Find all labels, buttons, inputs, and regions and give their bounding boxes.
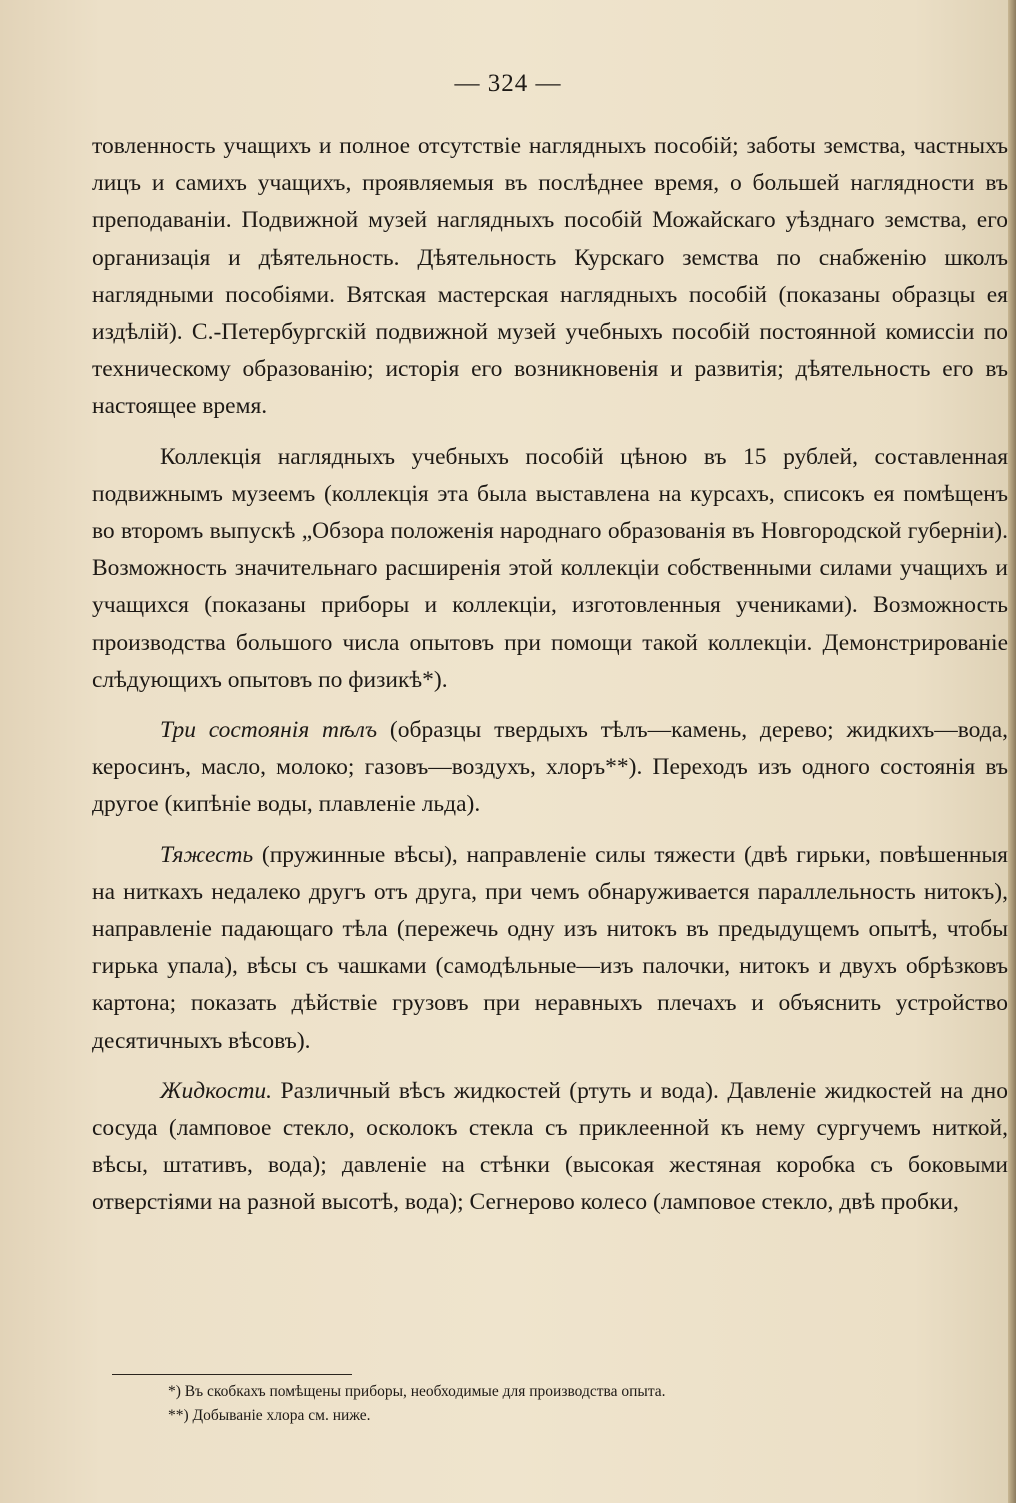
paragraph-liquids	[92, 1073, 1008, 1222]
paragraph-text: Различный вѣсъ жидкостей (ртуть и вода). Давленіе жидкостей на дно сосуда (ламповое стекло, осколокъ стекла съ приклеенной къ нему сургучемъ ниткой, вѣсы, штативъ, вода); давленіе на стѣнки (высокая жестяная коробка съ боковыми отверстіями на разной высотѣ, вода); Сегнерово колесо (ламповое стекло, двѣ пробки,	[92, 1077, 1008, 1216]
footnote-divider	[112, 1374, 352, 1375]
page-edge-shadow	[1008, 0, 1016, 1503]
paragraph-intro	[92, 128, 1008, 426]
section-term: Жидкости.	[160, 1077, 273, 1104]
page-number: — 324 —	[454, 70, 562, 97]
paragraph-text: (пружинные вѣсы), направленіе силы тяжести (двѣ гирьки, повѣшенныя на ниткахъ недалеко другъ отъ друга, при чемъ обнаруживается параллельность нитокъ), направленіе падающаго тѣла (пережечь одну изъ нитокъ въ предыдущемъ опытѣ, чтобы гирька упала), вѣсы съ чашками (самодѣльные—изъ палочки, нитокъ и двухъ обрѣзковъ картона; показать дѣйствіе грузовъ при неравныхъ плечахъ и объяснить устройство десятичныхъ вѣсовъ).	[92, 841, 1008, 1054]
paragraph-collection	[92, 439, 1008, 699]
body-text	[92, 128, 1008, 1222]
paragraph-gravity	[92, 837, 1008, 1060]
paragraph-states-of-matter	[92, 712, 1008, 824]
footnote-1: *) Въ скобкахъ помѣщены приборы, необходимые для производства опыта.	[168, 1383, 666, 1400]
section-term: Три состоянія тѣлъ	[160, 717, 378, 744]
paragraph-text: Коллекція наглядныхъ учебныхъ пособій цѣною въ 15 рублей, составленная подвижнымъ музеемъ (коллекція эта была выставлена на курсахъ, списокъ ея помѣщенъ во второмъ выпускѣ „Обзора положенія народнаго образованія въ Новгородской губерніи). Возможность значительнаго расширенія этой коллекціи собственными силами учащихъ и учащихся (показаны приборы и коллекціи, изготовленныя учениками). Возможность производства большого числа опытовъ при помощи такой коллекціи. Демонстрированіе слѣдующихъ опытовъ по физикѣ*).	[92, 443, 1008, 693]
footnotes	[168, 1380, 988, 1428]
paragraph-text: (образцы твердыхъ тѣлъ—камень, дерево; жидкихъ—вода, керосинъ, масло, молоко; газовъ—воздухъ, хлоръ**). Переходъ изъ одного состоянія въ другое (кипѣніе воды, плавленіе льда).	[92, 717, 1009, 818]
footnote-2: **) Добываніе хлора см. ниже.	[168, 1407, 371, 1424]
section-term: Тяжесть	[160, 841, 254, 868]
paragraph-text: товленность учащихъ и полное отсутствіе наглядныхъ пособій; заботы земства, частныхъ лицъ и самихъ учащихъ, проявляемыя въ послѣднее время, о большей наглядности въ преподаваніи. Подвижной музей наглядныхъ пособій Можайскаго уѣзднаго земства, его организація и дѣятельность. Дѣятельность Курскаго земства по снабженію школъ наглядными пособіями. Вятская мастерская наглядныхъ пособій (показаны образцы ея издѣлій). С.-Петербургскій подвижной музей учебныхъ пособій постоянной комиссіи по техническому образованію; исторія его возникновенія и развитія; дѣятельность его въ настоящее время.	[92, 133, 1008, 420]
